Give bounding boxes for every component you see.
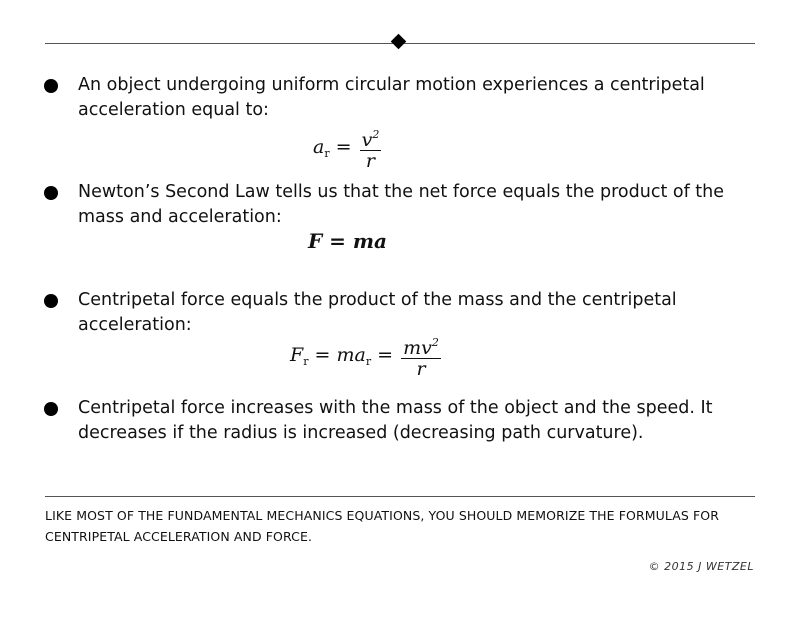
formula-fraction [401,333,441,379]
numerator-exponent: 2 [372,128,380,141]
bullet-text-2: Newton’s Second Law tells us that the net force equals the product of the mass and acceleration: [78,182,725,227]
bullet-dot-icon [44,402,58,416]
bullet-text-4: Centripetal force increases with the mass of the object and the speed. It decreases if the radius is increased (decreasing path curvature). [78,398,713,443]
formula-denominator: r [416,358,426,380]
formula-lhs-sub: r [303,355,309,368]
formula-lhs: F [290,344,304,366]
bullet-dot-icon [44,186,58,200]
formula-newton-second-law: F = ma [308,229,388,253]
formula-fraction [360,125,382,171]
formula-lhs-sub: r [324,147,330,160]
formula-mid-sub: r [365,355,372,368]
bottom-divider [45,496,755,497]
formula-denominator: r [365,150,376,172]
bullet-text-1: An object undergoing uniform circular motion experiences a centripetal acceleration equal to: [78,75,705,120]
numerator-var: v [361,129,373,151]
footer-note: LIKE MOST OF THE FUNDAMENTAL MECHANICS EQUATIONS, YOU SHOULD MEMORIZE THE FORMULAS FOR CENTRIPETAL ACCELERATION AND FORCE. [45,508,720,544]
diamond-ornament-icon [391,34,407,50]
formula-centripetal-acceleration [313,125,383,171]
formula-centripetal-force [290,333,443,379]
copyright: © 2015 J WETZEL [648,560,754,573]
formula-equals: = [314,344,331,366]
numerator-exponent: 2 [431,336,439,349]
formula-lhs: a [313,136,325,158]
numerator-var: mv [403,337,432,359]
formula-numerator [360,125,382,151]
formula-equals: = [335,136,352,158]
formula-numerator [401,333,441,359]
bullet-dot-icon [44,79,58,93]
formula-mid: ma [336,344,366,366]
bullet-text-3: Centripetal force equals the product of the mass and the centripetal acceleration: [78,290,677,335]
formula-equals: = [377,344,394,366]
bullet-dot-icon [44,294,58,308]
